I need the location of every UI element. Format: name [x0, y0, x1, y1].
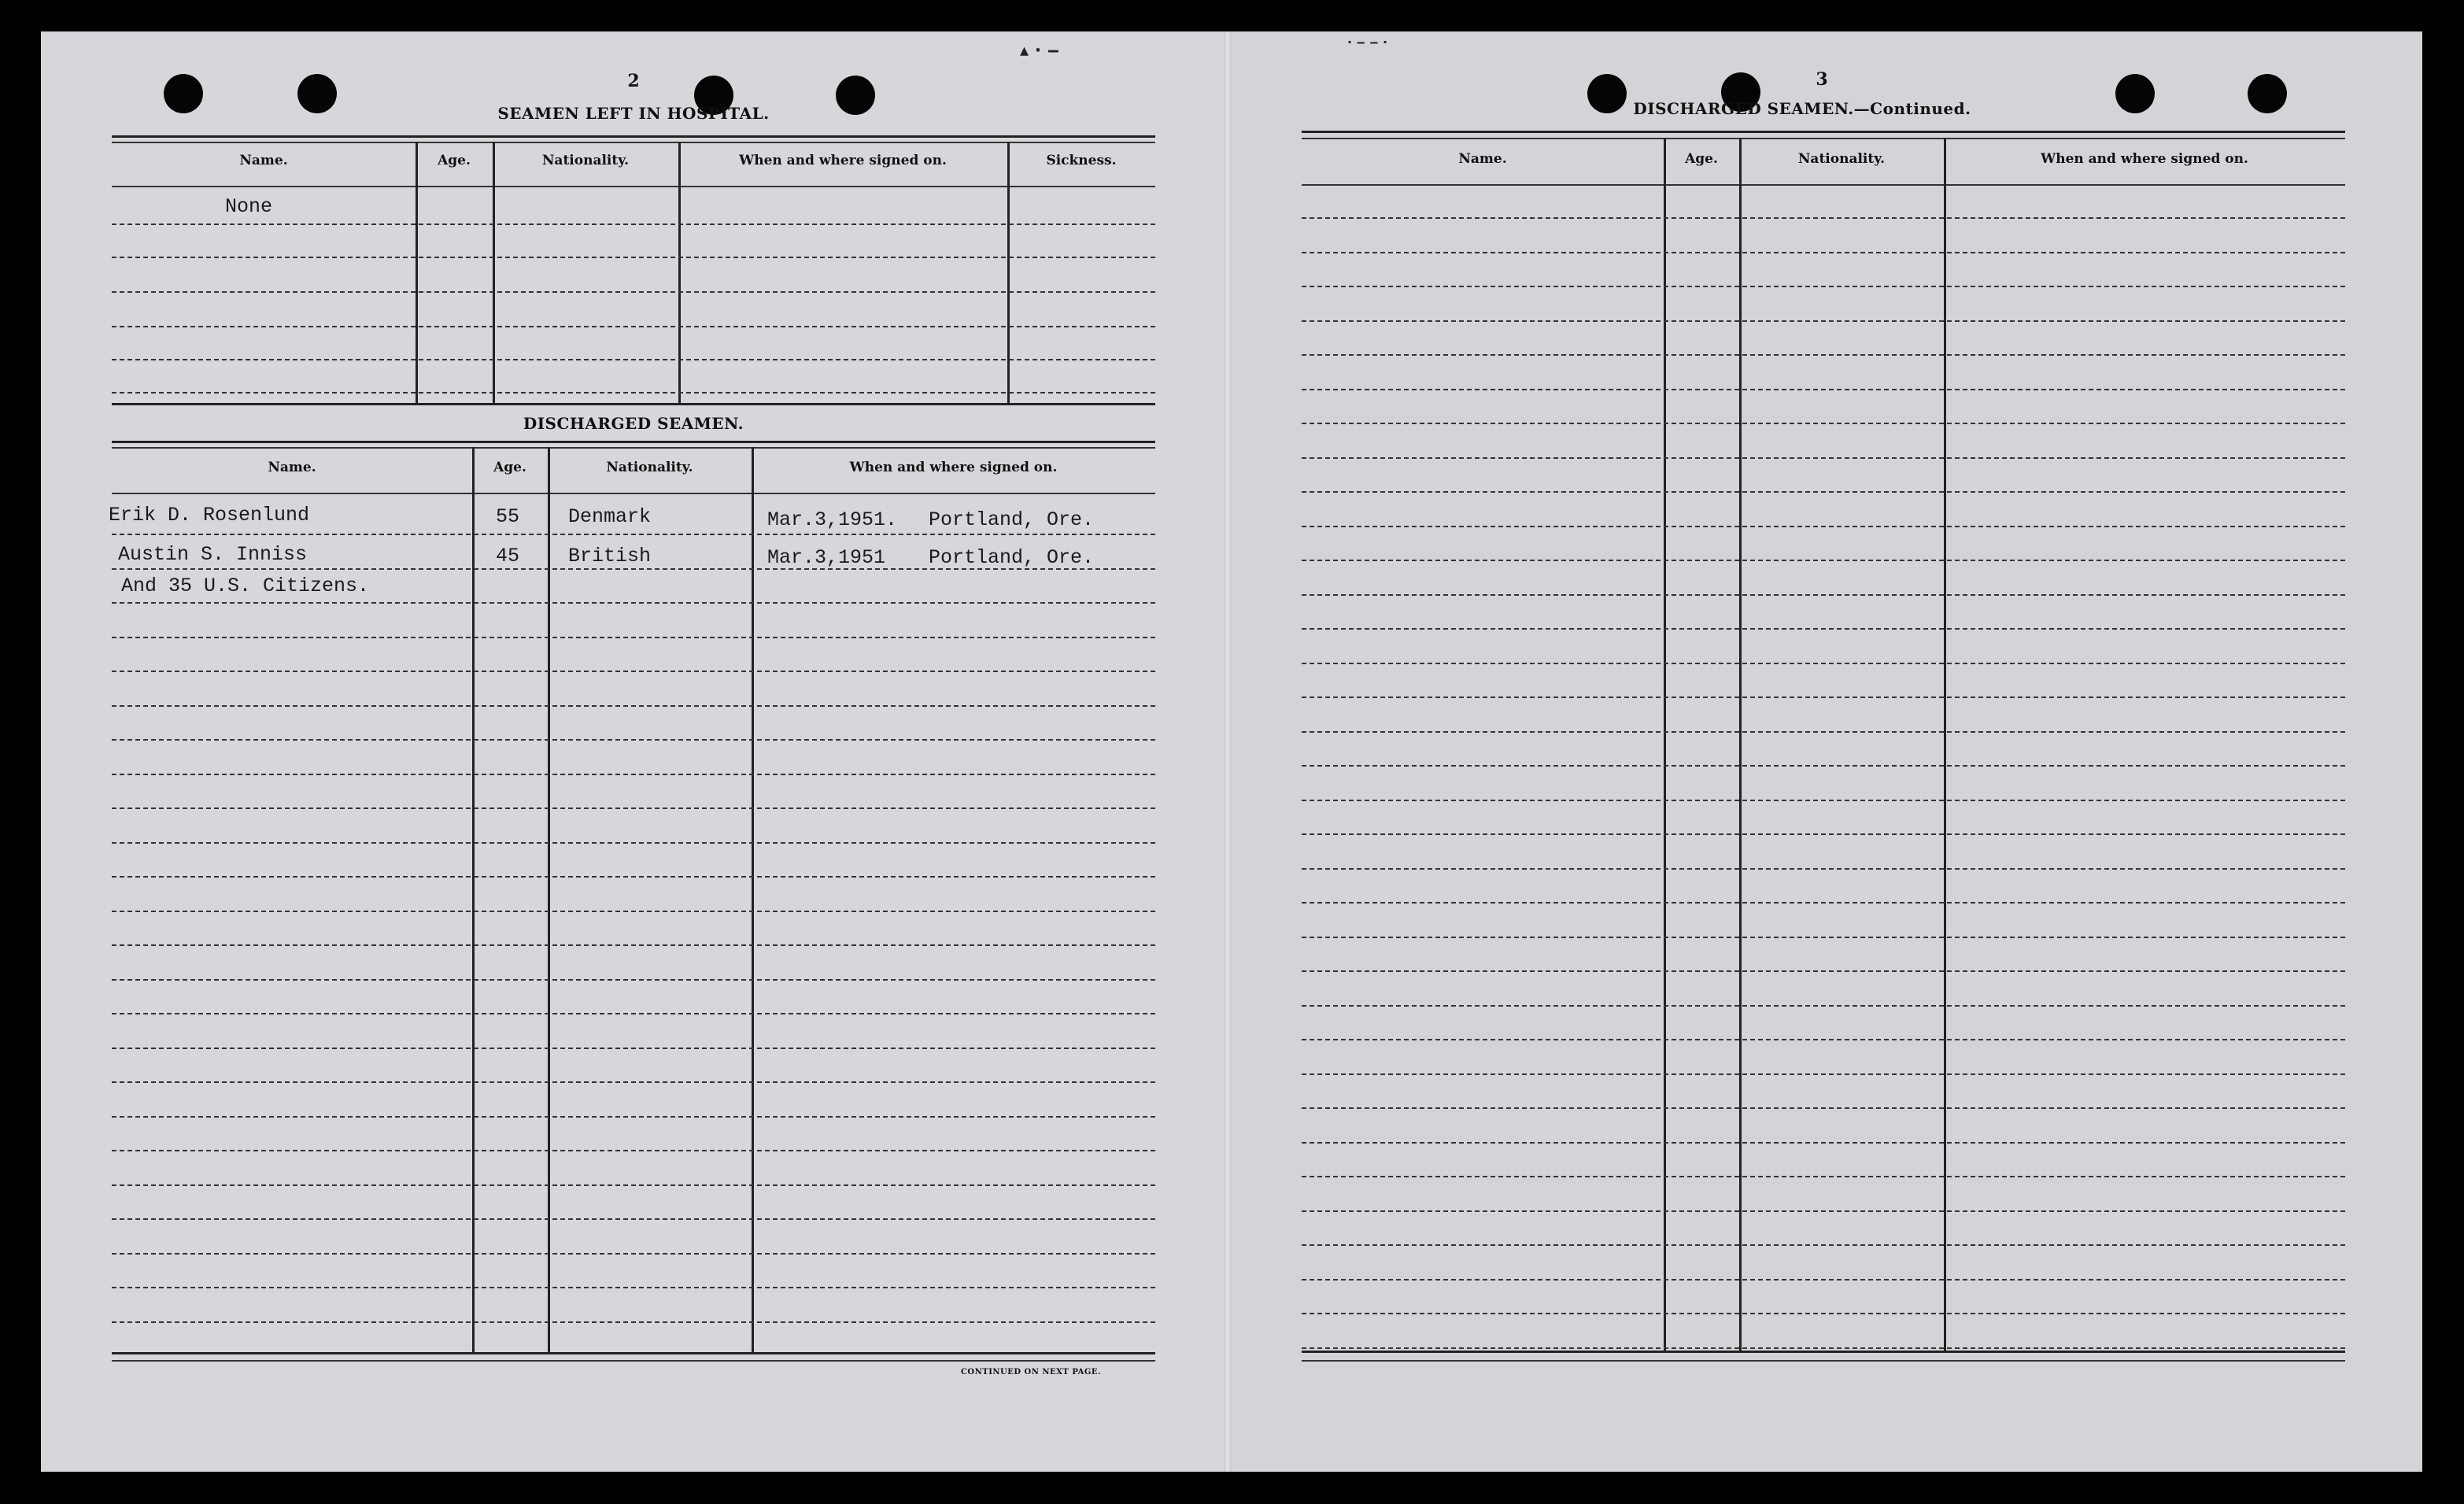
- page-fold: [1224, 31, 1232, 1472]
- row-line: [1302, 1005, 2345, 1007]
- row-line: [1302, 1313, 2345, 1314]
- hospital-col-name: Name.: [239, 153, 288, 168]
- row-line: [1302, 902, 2345, 904]
- right-page: [1228, 31, 2422, 1472]
- paper-mark: · ‒ ‒ ·: [1347, 35, 1388, 50]
- paper-mark: ▴ · ‒: [1020, 41, 1060, 61]
- row-line: [112, 1184, 1155, 1186]
- hospital-table-top: [112, 135, 1155, 138]
- discharged-continued-title: DISCHARGED SEAMEN.—Continued.: [1633, 99, 1971, 118]
- right-col-signed-on: When and where signed on.: [2041, 151, 2248, 167]
- row-line: [1302, 731, 2345, 733]
- signed-on-date: Mar.3,1951: [767, 546, 886, 569]
- row-line: [1302, 1107, 2345, 1109]
- discharged-col-divider: [472, 447, 475, 1352]
- signed-on-place: Portland, Ore.: [929, 546, 1095, 569]
- row-line: [1302, 286, 2345, 287]
- row-line: [1302, 628, 2345, 630]
- row-line: [1302, 1244, 2345, 1246]
- hospital-row-line: [112, 224, 1155, 225]
- discharged-header-rule: [112, 493, 1155, 494]
- row-line: [1302, 1210, 2345, 1212]
- row-line: [112, 637, 1155, 638]
- row-line: [1302, 868, 2345, 870]
- discharged-section-title: DISCHARGED SEAMEN.: [523, 414, 744, 433]
- page-number-left: 2: [627, 71, 640, 91]
- row-line: [1302, 800, 2345, 801]
- row-line: [1302, 970, 2345, 972]
- hospital-col-divider: [678, 142, 681, 403]
- row-line: [112, 1081, 1155, 1083]
- row-line: [1302, 389, 2345, 390]
- hospital-col-signed-on: When and where signed on.: [739, 153, 947, 168]
- hospital-row-line: [112, 326, 1155, 327]
- row-line: [1302, 354, 2345, 356]
- row-line: [1302, 1176, 2345, 1177]
- row-line: [112, 774, 1155, 775]
- row-line: [112, 1116, 1155, 1118]
- punch-hole: [297, 74, 337, 113]
- punch-hole: [164, 74, 203, 113]
- row-line: [1302, 1142, 2345, 1144]
- left-page: [41, 31, 1228, 1472]
- right-table-top: [1302, 131, 2345, 133]
- discharged-col-age: Age.: [493, 460, 526, 475]
- right-table-bottom2: [1302, 1360, 2345, 1362]
- row-line: [1302, 526, 2345, 527]
- punch-hole: [2115, 74, 2155, 113]
- row-line: [112, 1253, 1155, 1255]
- hospital-col-nationality: Nationality.: [541, 153, 630, 168]
- hospital-table-top2: [112, 142, 1155, 143]
- discharged-col-divider: [548, 447, 550, 1352]
- seaman-age: 45: [496, 545, 520, 567]
- row-line: [1302, 663, 2345, 664]
- discharged-table-top2: [112, 447, 1155, 449]
- right-col-age: Age.: [1685, 151, 1718, 167]
- hospital-col-divider: [493, 142, 495, 403]
- signed-on-date: Mar.3,1951.: [767, 508, 898, 531]
- row-line: [112, 568, 1155, 570]
- discharged-col-divider: [752, 447, 754, 1352]
- row-line: [112, 602, 1155, 604]
- row-line: [1302, 491, 2345, 493]
- row-line: [1302, 457, 2345, 459]
- signed-on-place: Portland, Ore.: [929, 508, 1095, 531]
- row-line: [112, 1048, 1155, 1049]
- row-line: [112, 911, 1155, 912]
- right-header-rule: [1302, 184, 2345, 186]
- punch-hole: [2248, 74, 2287, 113]
- right-col-name: Name.: [1458, 151, 1507, 167]
- row-line: [112, 1218, 1155, 1220]
- discharged-table-top: [112, 441, 1155, 443]
- hospital-col-divider: [416, 142, 418, 403]
- row-line: [112, 739, 1155, 741]
- row-line: [1302, 594, 2345, 596]
- row-line: [1302, 1073, 2345, 1075]
- row-line: [1302, 320, 2345, 322]
- row-line: [112, 842, 1155, 844]
- hospital-col-sickness: Sickness.: [1046, 153, 1117, 168]
- row-line: [112, 534, 1155, 535]
- hospital-header-rule: [112, 186, 1155, 187]
- row-line: [1302, 765, 2345, 767]
- hospital-row-line: [112, 291, 1155, 293]
- row-line: [1302, 697, 2345, 698]
- right-col-nationality: Nationality.: [1797, 151, 1886, 167]
- hospital-col-age: Age.: [438, 153, 471, 168]
- row-line: [1302, 560, 2345, 561]
- row-line: [1302, 1039, 2345, 1040]
- row-line: [1302, 833, 2345, 835]
- citizens-note: And 35 U.S. Citizens.: [121, 575, 370, 597]
- hospital-row-line: [112, 359, 1155, 360]
- discharged-col-signed-on: When and where signed on.: [849, 460, 1058, 475]
- hospital-entry: None: [225, 195, 273, 218]
- discharged-col-nationality: Nationality.: [606, 460, 693, 475]
- hospital-row-line: [112, 392, 1155, 394]
- row-line: [112, 807, 1155, 809]
- row-line: [1302, 217, 2345, 219]
- seaman-age: 55: [496, 505, 520, 528]
- row-line: [1302, 252, 2345, 253]
- row-line: [112, 1321, 1155, 1323]
- discharged-col-name: Name.: [268, 460, 316, 475]
- right-table-top2: [1302, 138, 2345, 139]
- row-line: [112, 671, 1155, 672]
- row-line: [1302, 1279, 2345, 1280]
- row-line: [112, 876, 1155, 878]
- row-line: [112, 1287, 1155, 1288]
- row-line: [1302, 423, 2345, 424]
- seaman-nationality: Denmark: [568, 505, 652, 528]
- seaman-name: Austin S. Inniss: [118, 543, 308, 566]
- hospital-table-bottom: [112, 403, 1155, 405]
- row-line: [112, 1013, 1155, 1014]
- row-line: [112, 705, 1155, 707]
- discharged-table-bottom2: [112, 1360, 1155, 1362]
- row-line: [112, 1150, 1155, 1151]
- hospital-section-title: SEAMEN LEFT IN HOSPITAL.: [497, 104, 770, 123]
- hospital-col-divider: [1007, 142, 1010, 403]
- seaman-nationality: British: [568, 545, 652, 567]
- right-table-bottom: [1302, 1351, 2345, 1353]
- continued-note: CONTINUED ON NEXT PAGE.: [960, 1368, 1102, 1377]
- row-line: [112, 944, 1155, 946]
- discharged-table-bottom: [112, 1352, 1155, 1354]
- row-line: [1302, 1347, 2345, 1349]
- row-line: [1302, 937, 2345, 938]
- row-line: [112, 979, 1155, 981]
- hospital-row-line: [112, 257, 1155, 258]
- page-number-right: 3: [1816, 69, 1828, 90]
- punch-hole: [836, 76, 875, 115]
- seaman-name: Erik D. Rosenlund: [109, 504, 310, 527]
